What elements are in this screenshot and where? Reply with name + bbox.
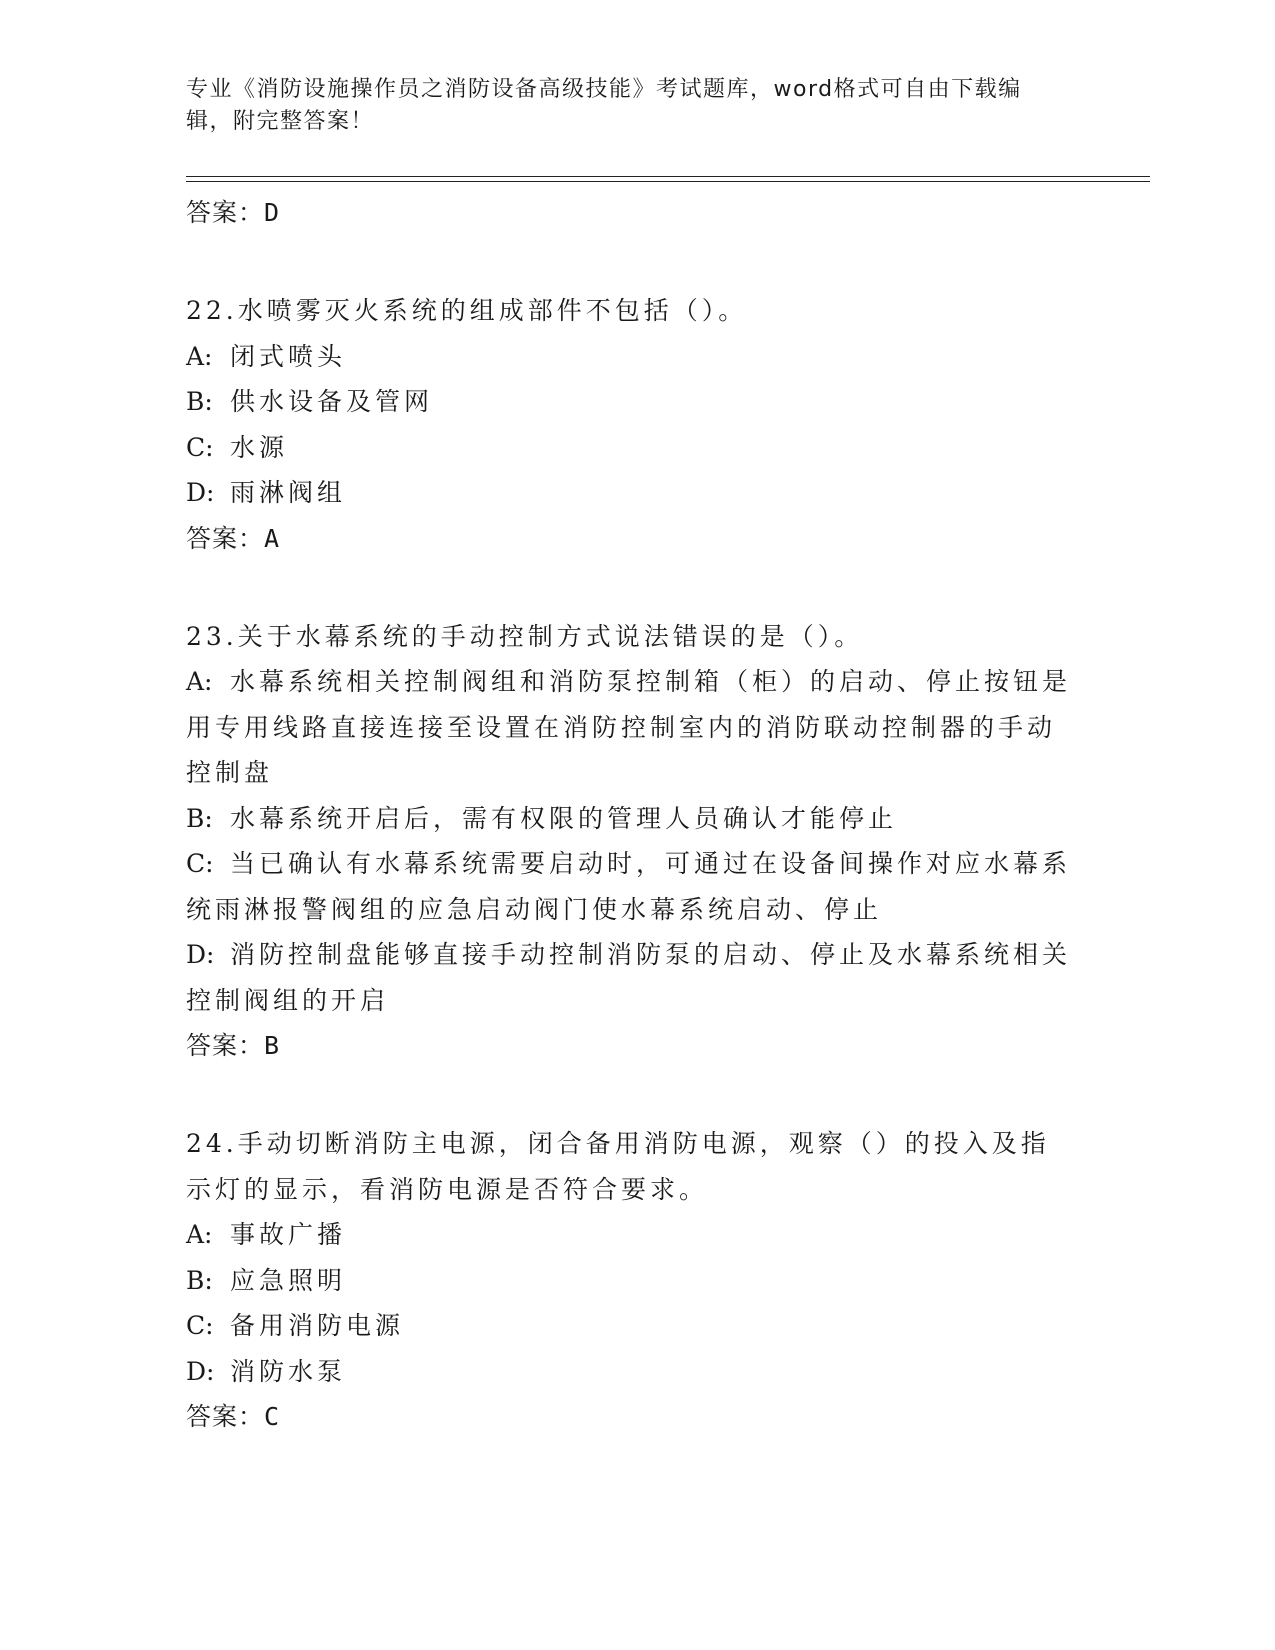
option-b (186, 796, 1076, 842)
option-b (186, 379, 1076, 425)
question-23 (186, 614, 1076, 1070)
option-c (186, 841, 1076, 932)
answer-value: D (264, 198, 281, 227)
option-text: 事故广播 (230, 1220, 347, 1249)
question-text: 22.水喷雾灭火系统的组成部件不包括（）。 (186, 296, 748, 325)
option-letter: C: (186, 432, 214, 462)
option-c (186, 1303, 1076, 1349)
option-letter: D: (186, 940, 215, 969)
option-text: 消防控制盘能够直接手动控制消防泵的启动、停止及水幕系统相关控制阀组的开启 (186, 940, 1072, 1015)
option-letter: C: (186, 1311, 214, 1340)
question-24 (186, 1121, 1076, 1440)
header-divider-top (186, 176, 1150, 177)
option-text: 水源 (230, 432, 289, 462)
answer (186, 1394, 1076, 1440)
answer-value: C (264, 1402, 281, 1431)
answer (186, 516, 1076, 562)
question-22 (186, 288, 1076, 562)
option-text: 水幕系统开启后，需有权限的管理人员确认才能停止 (230, 803, 898, 833)
answer-label: 答案： (186, 523, 265, 553)
option-letter: D: (186, 478, 215, 507)
option-a (186, 659, 1076, 796)
question-list (186, 190, 1076, 1440)
option-letter: A: (186, 1220, 213, 1249)
option-text: 当已确认有水幕系统需要启动时，可通过在设备间操作对应水幕系统雨淋报警阀组的应急启动阀门使水幕系统启动、停止 (186, 849, 1072, 924)
option-letter: B: (186, 1265, 213, 1295)
question-text: 24.手动切断消防主电源，闭合备用消防电源，观察（）的投入及指示灯的显示，看消防电源是否符合要求。 (186, 1129, 1050, 1204)
option-letter: B: (186, 803, 213, 833)
answer-label: 答案： (186, 1031, 265, 1060)
option-text: 备用消防电源 (230, 1311, 405, 1340)
option-c (186, 425, 1076, 471)
option-letter: D: (186, 1356, 215, 1386)
answer-value: A (264, 523, 281, 553)
option-letter: A: (186, 341, 213, 371)
header-divider-bottom (186, 181, 1150, 182)
option-d (186, 1349, 1076, 1395)
option-text: 水幕系统相关控制阀组和消防泵控制箱（柜）的启动、停止按钮是用专用线路直接连接至设置在消防控制室内的消防联动控制器的手动控制盘 (186, 667, 1072, 787)
answer-label: 答案： (186, 1402, 265, 1431)
option-letter: A: (186, 667, 213, 696)
option-d (186, 470, 1076, 516)
answer-value: B (264, 1031, 281, 1060)
answer (186, 1023, 1076, 1069)
option-b (186, 1258, 1076, 1304)
question-text: 23.关于水幕系统的手动控制方式说法错误的是（）。 (186, 621, 864, 651)
option-letter: C: (186, 849, 214, 878)
answer-label: 答案： (186, 198, 265, 227)
option-d (186, 932, 1076, 1023)
option-text: 闭式喷头 (230, 341, 347, 371)
option-text: 应急照明 (230, 1265, 347, 1295)
previous-answer (186, 190, 1076, 236)
option-letter: B: (186, 387, 213, 416)
option-text: 雨淋阀组 (230, 478, 347, 507)
option-text: 消防水泵 (230, 1356, 347, 1386)
option-text: 供水设备及管网 (230, 387, 434, 416)
option-a (186, 334, 1076, 380)
document-header: 专业《消防设施操作员之消防设备高级技能》考试题库，word格式可自由下载编辑，附完整答案！ (186, 77, 1022, 134)
option-a (186, 1212, 1076, 1258)
